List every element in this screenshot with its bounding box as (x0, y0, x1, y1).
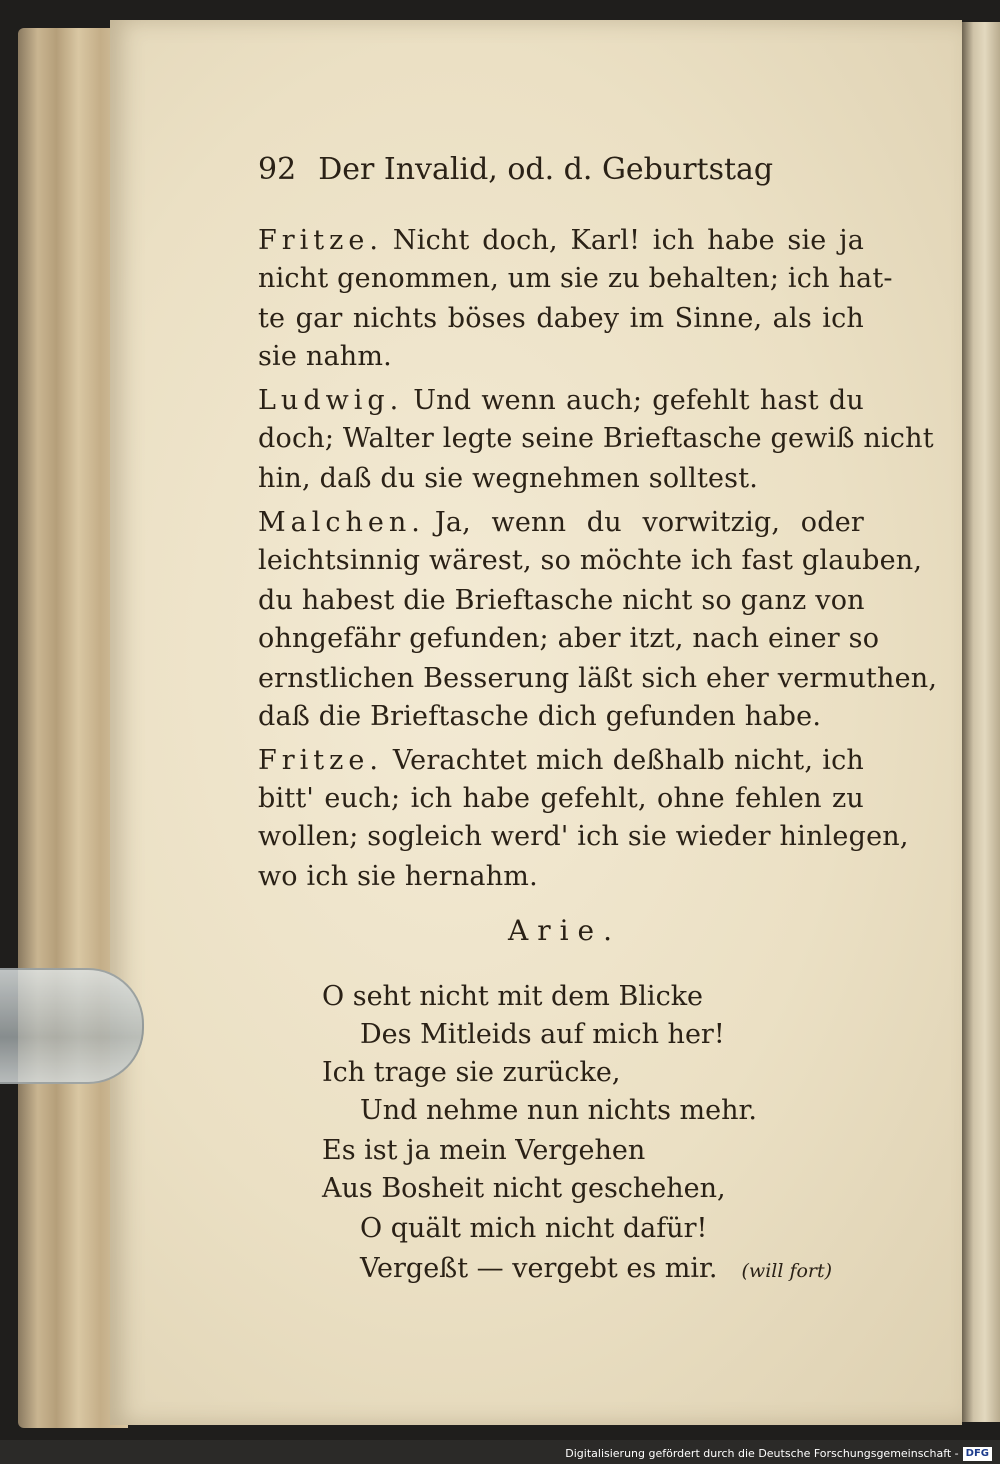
page-number: 92 (258, 152, 297, 187)
speaker-name: Ludwig. (258, 385, 404, 416)
verse-line: Des Mitleids auf mich her! (360, 1019, 725, 1050)
speaker-name: Fritze. (258, 745, 383, 776)
dialogue-line: Malchen. Ja, wenn du vorwitzig, oder (258, 507, 864, 538)
dialogue-line: ernstlichen Besserung läßt sich eher vermuthen, (258, 663, 938, 694)
dialogue-line: daß die Brieftasche dich gefunden habe. (258, 701, 822, 732)
verse-line: Es ist ja mein Vergehen (322, 1135, 646, 1166)
dialogue-line: doch; Walter legte seine Brieftasche gewiß nicht (258, 423, 934, 454)
dialogue-line: nicht genommen, um sie zu behalten; ich hat- (258, 263, 893, 294)
dialogue-line: leichtsinnig wärest, so möchte ich fast glauben, (258, 545, 923, 576)
speaker-name: Malchen. (258, 507, 425, 538)
dfg-logo-icon: DFG (963, 1447, 992, 1461)
running-title: Der Invalid, od. d. Geburtstag (318, 152, 774, 187)
dialogue-line: wollen; sogleich werd' ich sie wieder hinlegen, (258, 821, 909, 852)
digitization-footer (565, 1444, 992, 1464)
verse-line: O quält mich nicht dafür! (360, 1213, 708, 1244)
verse-line: Vergeßt — vergebt es mir. (will fort) (360, 1253, 833, 1284)
speaker-name: Fritze. (258, 225, 383, 256)
dialogue-line: wo ich sie hernahm. (258, 861, 538, 892)
dialogue-line: Ludwig. Und wenn auch; gefehlt hast du (258, 385, 864, 416)
dialogue-line: hin, daß du sie wegnehmen solltest. (258, 463, 759, 494)
dialogue-line: du habest die Brieftasche nicht so ganz von (258, 585, 865, 616)
verse-line: Und nehme nun nichts mehr. (360, 1095, 757, 1126)
dialogue-line: bitt' euch; ich habe gefehlt, ohne fehlen zu (258, 783, 864, 814)
facing-page-edge (962, 22, 1000, 1422)
dialogue-line: ohngefähr gefunden; aber itzt, nach einer so (258, 623, 880, 654)
page-clip (0, 968, 144, 1084)
verse-line: Aus Bosheit nicht geschehen, (322, 1173, 726, 1204)
stage-direction: (will fort) (741, 1260, 833, 1282)
verse-line: O seht nicht mit dem Blicke (322, 981, 704, 1012)
footer-credit: Digitalisierung gefördert durch die Deutsche Forschungsgemeinschaft - (565, 1447, 959, 1460)
dialogue-line: Fritze. Verachtet mich deßhalb nicht, ich (258, 745, 864, 776)
dialogue-line: sie nahm. (258, 341, 392, 372)
aria-title: Arie. (508, 914, 622, 947)
dialogue-line: te gar nichts böses dabey im Sinne, als ich (258, 303, 864, 334)
dialogue-line: Fritze. Nicht doch, Karl! ich habe sie ja (258, 225, 864, 256)
running-header (258, 150, 858, 190)
verse-line: Ich trage sie zurücke, (322, 1057, 621, 1088)
